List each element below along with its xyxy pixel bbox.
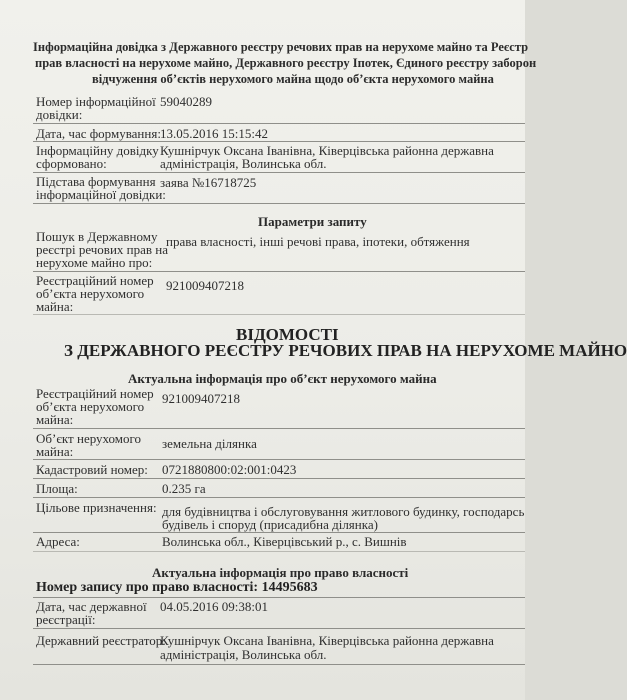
divider — [33, 314, 525, 315]
divider — [33, 459, 525, 460]
purpose-value: для будівництва і обслуговування житлового будинку, господарсь — [162, 504, 525, 519]
object-section-title: Актуальна інформація про об’єкт нерухомого майна — [128, 371, 437, 386]
query-title: Параметри запиту — [258, 214, 367, 229]
registrar-value: Кушнірчук Оксана Іванівна, Ківерцівська районна державна — [160, 633, 494, 648]
regnum-label-3: майна: — [36, 299, 74, 314]
divider — [33, 628, 525, 629]
divider — [33, 497, 525, 498]
regnum-label: Реєстраційний номер — [36, 273, 154, 288]
obj-regnum-label: Реєстраційний номер — [36, 386, 154, 401]
basis-label: Підстава формування — [36, 174, 156, 189]
record-number: Номер запису про право власності: 14495683 — [36, 580, 318, 595]
obj-regnum-value: 921009407218 — [162, 391, 240, 406]
purpose-label: Цільове призначення: — [36, 500, 157, 515]
area-label: Площа: — [36, 481, 78, 496]
header-line-1: Інформаційна довідка з Державного реєстру речових прав на нерухоме майно та Реєстр — [33, 40, 529, 54]
area-value: 0.235 га — [162, 481, 206, 496]
search-label-3: нерухоме майно про: — [36, 255, 153, 270]
number-label: Номер інформаційної — [36, 94, 156, 109]
formed-value: Кушнірчук Оксана Іванівна, Ківерцівська районна державна — [160, 143, 494, 158]
divider — [33, 664, 525, 665]
number-value: 59040289 — [160, 94, 212, 109]
search-label: Пошук в Державному — [36, 229, 158, 244]
divider — [33, 203, 525, 204]
divider — [33, 532, 525, 533]
obj-type-value: земельна ділянка — [162, 436, 257, 451]
divider — [33, 428, 525, 429]
search-label-2: реєстрі речових прав на — [36, 242, 168, 257]
divider — [33, 597, 525, 598]
divider — [33, 172, 525, 173]
formed-label-2: сформовано: — [36, 156, 107, 171]
registrar-value-2: адміністрація, Волинська обл. — [160, 647, 327, 662]
obj-type-label: Об’єкт нерухомого — [36, 431, 142, 446]
registry-subtitle: З ДЕРЖАВНОГО РЕЄСТРУ РЕЧОВИХ ПРАВ НА НЕРУХОМЕ МАЙНО — [64, 341, 627, 360]
address-label: Адреса: — [36, 534, 80, 549]
address-value: Волинська обл., Ківерцівський р., с. Вишнів — [162, 534, 407, 549]
regnum-label-2: об’єкта нерухомого — [36, 286, 145, 301]
ownership-section-title: Актуальна інформація про право власності — [152, 565, 409, 580]
divider — [33, 551, 525, 552]
reg-date-label: Дата, час державної — [36, 599, 147, 614]
divider — [33, 478, 525, 479]
reg-date-value: 04.05.2016 09:38:01 — [160, 599, 268, 614]
reg-date-label-2: реєстрації: — [36, 612, 96, 627]
cadastral-value: 0721880800:02:001:0423 — [162, 462, 297, 477]
divider — [33, 123, 525, 124]
divider — [33, 141, 525, 142]
obj-regnum-label-3: майна: — [36, 412, 74, 427]
date-value: 13.05.2016 15:15:42 — [160, 126, 268, 141]
obj-type-label-2: майна: — [36, 444, 74, 459]
obj-regnum-label-2: об’єкта нерухомого — [36, 399, 145, 414]
basis-label-2: інформаційної довідки: — [36, 187, 166, 202]
header-line-3: відчуження об’єктів нерухомого майна щодо об’єкта нерухомого майна — [92, 72, 494, 86]
search-value: права власності, інші речові права, іпотеки, обтяження — [166, 234, 470, 249]
header-line-2: прав власності на нерухоме майно, Державного реєстру Іпотек, Єдиного реєстру заборон — [35, 56, 537, 70]
formed-label: Інформаційну довідку — [36, 143, 159, 158]
cadastral-label: Кадастровий номер: — [36, 462, 148, 477]
purpose-value-2: будівель і споруд (присадибна ділянка) — [162, 517, 378, 532]
registry-title: ВІДОМОСТІ — [236, 325, 339, 344]
basis-value: заява №16718725 — [160, 175, 257, 190]
registrar-label: Державний реєстратор: — [36, 633, 166, 648]
regnum-value: 921009407218 — [166, 278, 244, 293]
date-label: Дата, час формування: — [36, 126, 161, 141]
divider — [33, 271, 525, 272]
formed-value-2: адміністрація, Волинська обл. — [160, 156, 327, 171]
number-label-2: довідки: — [36, 107, 83, 122]
